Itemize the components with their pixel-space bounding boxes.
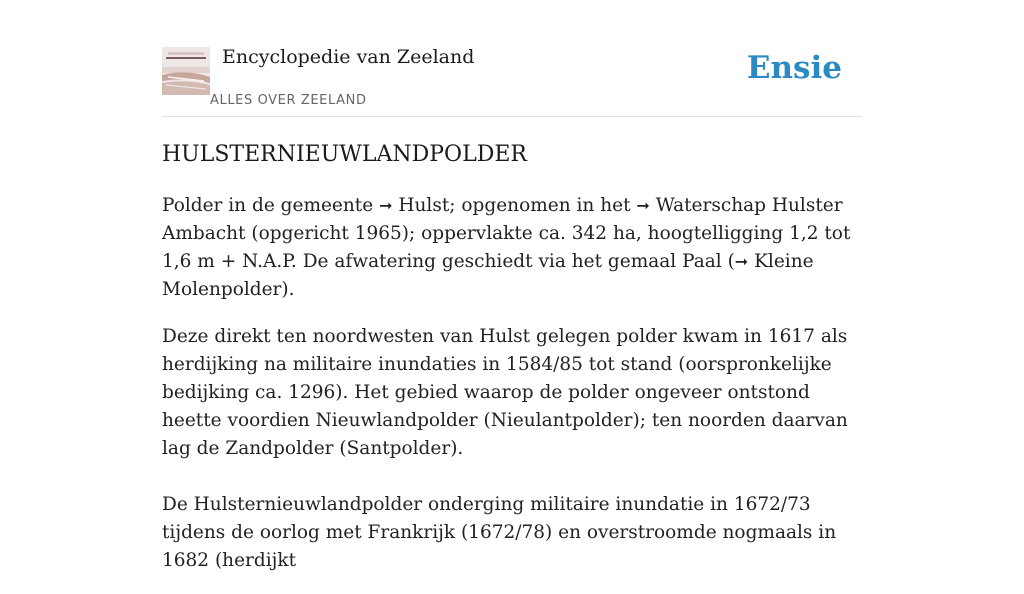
ensie-logo-link[interactable]: Ensie [746,50,842,86]
avatar-image-icon [162,47,210,95]
paragraph-text: ). [281,279,295,300]
site-subtitle: ALLES OVER ZEELAND [210,93,367,108]
arrow-right-icon: ➞ [734,252,749,271]
article-paragraph-2: Deze direkt ten noordwesten van Hulst gelegen polder kwam in 1617 als herdijking na militaire inundaties in 1584/85 tot stand (oorspronkelijke bedijking ca. 1296). Het gebied waarop de polder ongeveer ontstond heette voordien Nieuwlandpolder (Nieulantpolder); ten noorden daarvan lag de Zandpolder (Santpolder). [162,326,848,459]
article-title: HULSTERNIEUWLANDPOLDER [162,142,527,167]
link-waterschap-hulster-ambacht[interactable]: Waterschap Hulster Ambacht [162,195,843,244]
article-paragraph-1 [162,192,862,304]
paragraph-text: Polder in de gemeente [162,195,380,216]
site-header [162,0,862,117]
page-container [162,0,862,571]
arrow-right-icon: ➞ [636,196,650,215]
article-paragraph-3: De Hulsternieuwlandpolder onderging militaire inundatie in 1672/73 tijdens de oorlog met Frankrijk (1672/78) en overstroomde nogmaals in 1682 (herdijkt [162,494,837,571]
arrow-right-icon: ➞ [379,196,393,215]
paragraph-text: (opgericht 1965); oppervlakte ca. 342 ha, hoogtelligging 1,2 tot 1,6 m + N.A.P. De afwatering geschiedt via het gemaal Paal ( [162,223,851,272]
link-kleine-molenpolder[interactable]: Kleine Molenpolder [162,251,814,300]
article-body [162,192,862,594]
paragraph-spacer [162,482,862,491]
paragraph-text: ; opgenomen in het [449,195,637,216]
site-avatar[interactable] [162,47,210,95]
site-title-link[interactable]: Encyclopedie van Zeeland [222,46,475,68]
link-hulst[interactable]: Hulst [398,195,450,216]
